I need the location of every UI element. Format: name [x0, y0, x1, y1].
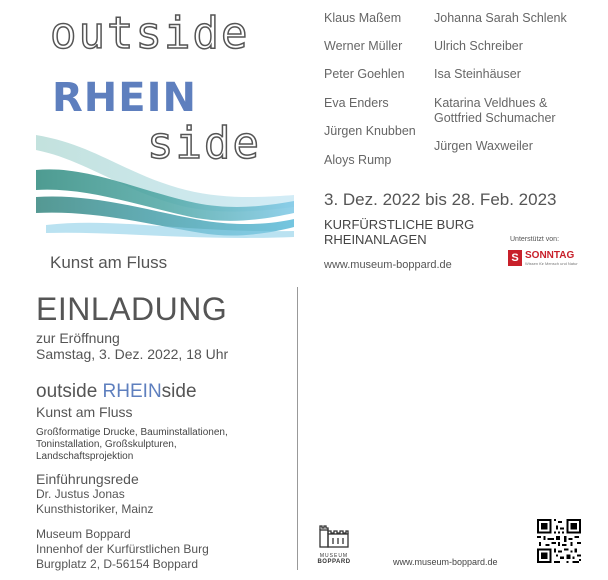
artist-name: Eva Enders — [324, 96, 389, 110]
title-side: side — [147, 118, 261, 169]
river-wave-graphic — [36, 135, 294, 245]
invitation-heading: EINLADUNG — [36, 291, 228, 327]
artist-name: Jürgen Knubben — [324, 124, 416, 138]
speaker-role: Kunsthistoriker, Mainz — [36, 502, 154, 516]
title-subtitle: Kunst am Fluss — [50, 253, 168, 272]
title-rhein: RHEIN — [52, 75, 197, 121]
invitation-line: zur Eröffnung — [36, 330, 120, 346]
venue-line: RHEINANLAGEN — [324, 232, 427, 247]
sponsor-name: SONNTAG — [525, 249, 575, 261]
speaker-name: Dr. Justus Jonas — [36, 487, 125, 501]
speech-heading: Einführungsrede — [36, 471, 139, 487]
castle-icon — [317, 522, 351, 548]
address-line: Innenhof der Kurfürstlichen Burg — [36, 542, 209, 556]
invitation-date: Samstag, 3. Dez. 2022, 18 Uhr — [36, 346, 229, 362]
address-line: Museum Boppard — [36, 527, 131, 541]
artist-name: Peter Goehlen — [324, 67, 405, 81]
address-line: Burgplatz 2, D-56154 Boppard — [36, 557, 199, 571]
works-line: Landschaftsprojektion — [36, 451, 134, 462]
exhibition-dates: 3. Dez. 2022 bis 28. Feb. 2023 — [324, 190, 557, 209]
sponsor-label: Unterstützt von: — [510, 236, 560, 243]
museum-logo — [313, 522, 355, 565]
sonntag-s-icon: S — [508, 250, 522, 266]
museum-logo-line1: MUSEUM — [319, 553, 349, 559]
fold-divider — [297, 287, 298, 570]
venue-line: KURFÜRSTLICHE BURG — [324, 217, 475, 232]
exhibit-subtitle: Kunst am Fluss — [36, 404, 133, 420]
website-link-bottom[interactable]: www.museum-boppard.de — [393, 557, 498, 567]
sponsor-tagline: Wissen für Mensch und Natur — [525, 260, 578, 266]
works-line: Großformatige Drucke, Bauminstallationen, — [36, 427, 228, 438]
museum-logo-line2: BOPPARD — [317, 559, 351, 565]
website-link[interactable]: www.museum-boppard.de — [324, 259, 452, 271]
sponsor-logo — [508, 250, 578, 266]
artist-name: Ulrich Schreiber — [434, 39, 523, 53]
artist-name: Klaus Maßem — [324, 11, 402, 25]
artist-name: Katarina Veldhues & — [434, 96, 548, 110]
exhibit-title: outside RHEINside — [36, 381, 197, 402]
artist-name: Gottfried Schumacher — [434, 111, 556, 125]
title-outside: outside — [50, 8, 250, 59]
artist-name: Isa Steinhäuser — [434, 67, 521, 81]
qr-code-icon[interactable] — [537, 519, 581, 563]
artist-name: Johanna Sarah Schlenk — [434, 11, 567, 25]
works-line: Toninstallation, Großskulpturen, — [36, 439, 177, 450]
artist-name: Werner Müller — [324, 39, 403, 53]
artist-name: Aloys Rump — [324, 153, 392, 167]
artist-name: Jürgen Waxweiler — [434, 139, 533, 153]
